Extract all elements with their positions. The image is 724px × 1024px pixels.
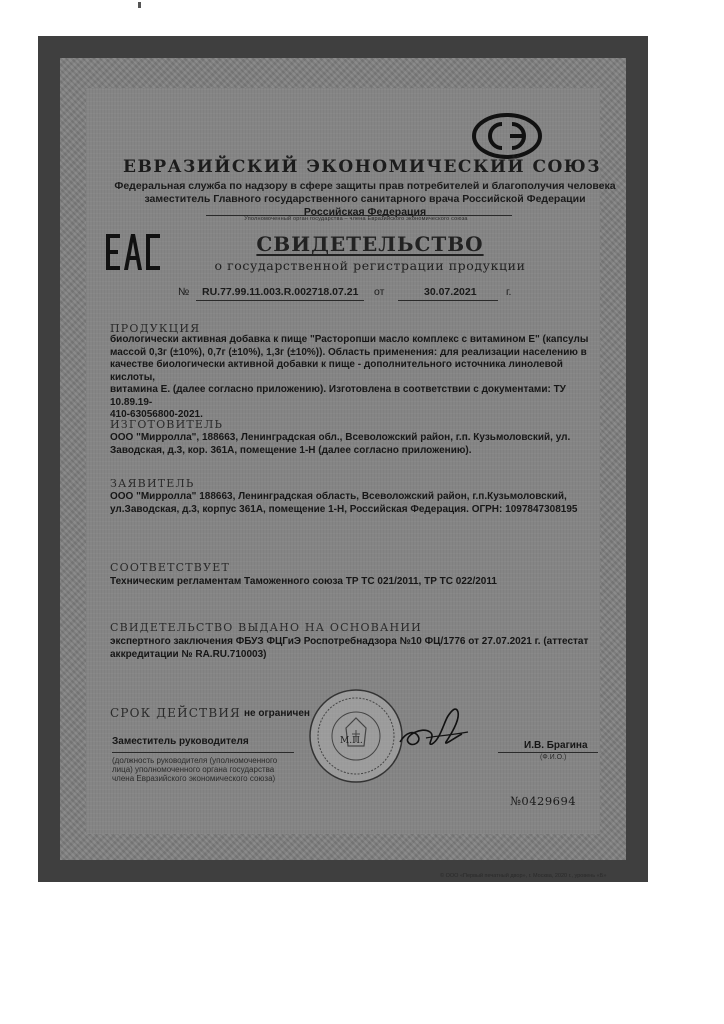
- footnote-line: члена Евразийского экономического союза): [112, 774, 276, 783]
- product-line: витамина Е. (далее согласно приложению). Изготовлена в соответствии с документами: ТУ 10.89.19-: [110, 384, 566, 408]
- validity-heading: СРОК ДЕЙСТВИЯ: [110, 706, 241, 720]
- signatory-name: И.В. Брагина: [524, 740, 588, 751]
- number-underline: [196, 300, 364, 301]
- footnote-line: (должность руководителя (уполномоченного: [112, 756, 278, 765]
- authority-line-2: заместитель Главного государственного санитарного врача Российской Федерации: [144, 193, 586, 205]
- document-title: СВИДЕТЕЛЬСТВО: [256, 232, 484, 256]
- name-underline: [498, 752, 598, 753]
- registration-number: RU.77.99.11.003.R.002718.07.21: [202, 286, 359, 298]
- manufacturer-line: ООО "Мирролла", 188663, Ленинградская обл., Всеволожский район, г.п. Кузьмоловский, ул.: [110, 432, 571, 443]
- registration-date: 30.07.2021: [424, 286, 477, 298]
- manufacturer-line: Заводская, д.3, кор. 361А, помещение 1-Н (далее согласно приложению).: [110, 444, 472, 456]
- product-line: 410-63056800-2021.: [110, 409, 203, 420]
- union-title: ЕВРАЗИЙСКИЙ ЭКОНОМИЧЕСКИЙ СОЮЗ: [123, 157, 601, 177]
- applicant-line: ООО "Мирролла" 188663, Ленинградская область, Всеволожский район, г.п.Кузьмоловский,: [110, 491, 567, 502]
- position-footnote: [112, 756, 277, 783]
- printer-note: © ООО «Первый печатный двор», г. Москва, 2020 г., уровень «Б»: [440, 873, 607, 879]
- conforms-text: [110, 576, 600, 589]
- conforms-line: Техническим регламентам Таможенного союза ТР ТС 021/2011, ТР ТС 022/2011: [110, 576, 497, 587]
- handwritten-signature-icon: [396, 702, 476, 754]
- basis-line: экспертного заключения ФБУЗ ФЦГиЭ Роспотребнадзора №10 ФЦ/1776 от 27.07.2021 г. (аттестат: [110, 636, 589, 647]
- basis-text: [110, 636, 600, 661]
- document-subtitle: о государственной регистрации продукции: [214, 258, 526, 273]
- seal-label: М.П.: [340, 736, 363, 746]
- year-suffix: г.: [506, 286, 512, 298]
- position-underline: [112, 752, 294, 753]
- signatory-position: Заместитель руководителя: [112, 736, 249, 747]
- authority-line-1: Федеральная служба по надзору в сфере защиты прав потребителей и благополучия человека: [114, 180, 616, 192]
- manufacturer-text: [110, 432, 600, 457]
- footnote-line: лица) уполномоченного органа государства: [112, 765, 275, 774]
- basis-heading: СВИДЕТЕЛЬСТВО ВЫДАНО НА ОСНОВАНИИ: [110, 621, 422, 634]
- validity-value: не ограничен: [244, 708, 310, 719]
- conforms-heading: СООТВЕТСТВУЕТ: [110, 561, 230, 574]
- fio-label: (Ф.И.О.): [540, 754, 567, 761]
- manufacturer-heading: ИЗГОТОВИТЕЛЬ: [110, 418, 224, 431]
- applicant-text: [110, 491, 600, 516]
- applicant-line: ул.Заводская, д.3, корпус 361А, помещение 1-Н, Российская Федерация. ОГРН: 1097847308195: [110, 503, 578, 515]
- scan-artifact: [138, 2, 141, 8]
- se-logo-icon: [472, 113, 542, 159]
- date-label: от: [374, 286, 385, 298]
- eac-mark-icon: [106, 232, 162, 272]
- authority-note: Уполномоченный орган государства – члена Евразийского экономического союза: [244, 216, 468, 222]
- issuing-authority: [70, 180, 660, 219]
- product-line: биологически активная добавка к пище "Расторопши масло комплекс с витамином Е" (капсулы: [110, 334, 589, 345]
- serial-number: №0429694: [510, 794, 577, 808]
- date-underline: [398, 300, 498, 301]
- product-text: [110, 334, 600, 422]
- number-label: №: [178, 286, 190, 298]
- basis-line: аккредитации № RA.RU.710003): [110, 648, 267, 660]
- product-line: массой 0,3г (±10%), 0,7г (±10%), 1,3г (±10%)). Область применения: для реализации населению в: [110, 346, 587, 358]
- product-heading: ПРОДУКЦИЯ: [110, 322, 201, 335]
- authority-line-3: Российская Федерация: [303, 206, 427, 218]
- product-line: качестве биологически активной добавки к пище - дополнительного источника линолевой кислоты,: [110, 359, 563, 383]
- applicant-heading: ЗАЯВИТЕЛЬ: [110, 477, 195, 490]
